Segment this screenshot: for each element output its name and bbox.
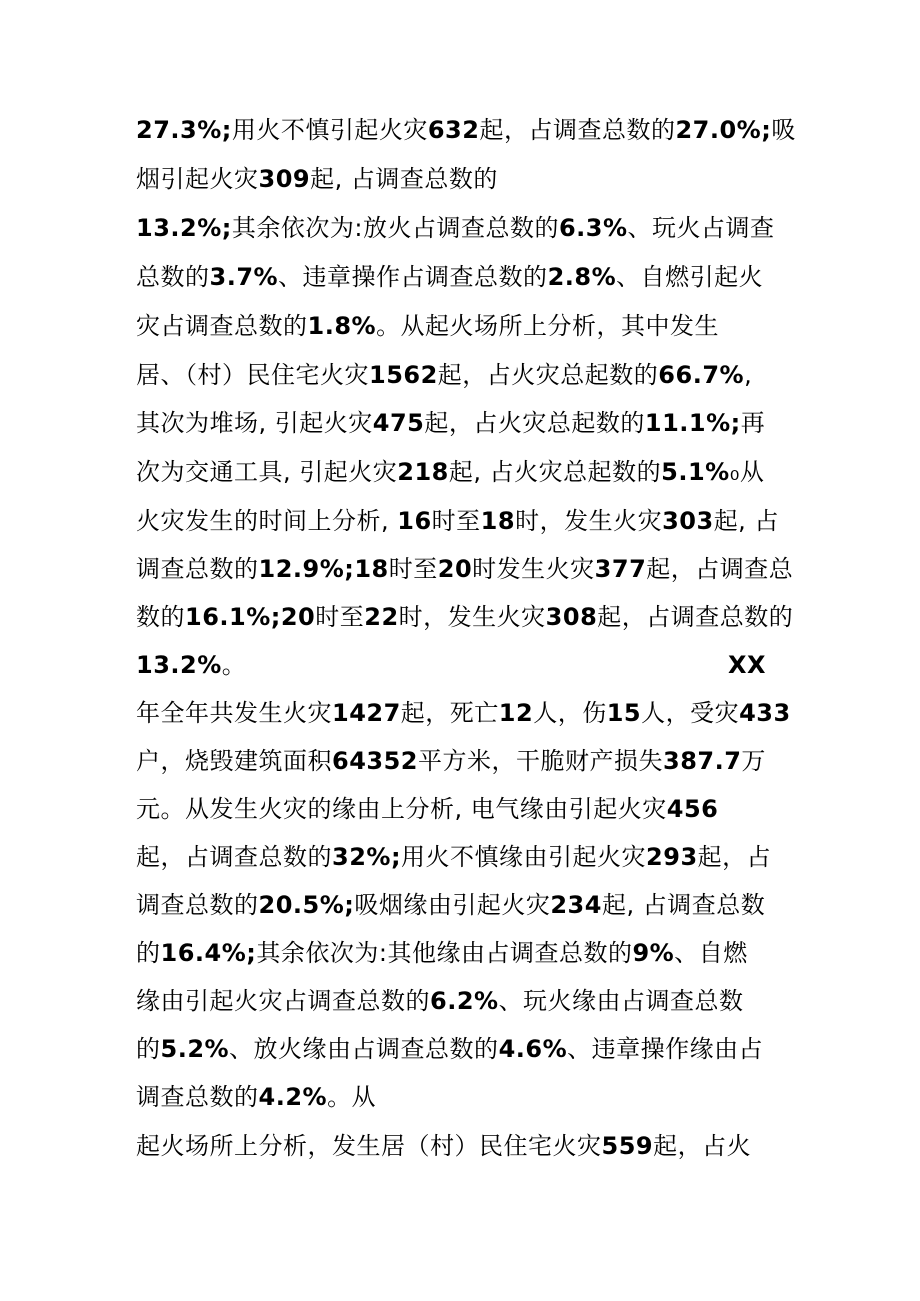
text-line-22: 起火场所上分析，发生居（村）民住宅火灾559起，占火 — [136, 1132, 752, 1160]
text-line-9: 火灾发生的时间上分析, 16时至18时，发生火灾303起, 占 — [136, 507, 779, 535]
text-line-3: 13.2%;其余依次为:放火占调查总数的6.3%、玩火占调查 — [136, 214, 775, 242]
text-line-6: 居、（村）民住宅火灾1562起，占火灾总起数的66.7%, — [136, 361, 753, 389]
text-line-16: 起，占调查总数的32%;用火不慎缘由引起火灾293起，占 — [136, 843, 772, 871]
year-placeholder-xx: XX — [727, 651, 766, 679]
text-line-10: 调查总数的12.9%;18时至20时发生火灾377起，占调查总 — [136, 555, 794, 583]
text-line-4: 总数的3.7%、违章操作占调查总数的2.8%、自燃引起火 — [136, 263, 764, 291]
text-line-17: 调查总数的20.5%;吸烟缘由引起火灾234起, 占调查总数 — [136, 891, 766, 919]
text-line-7: 其次为堆场, 引起火灾475起，占火灾总起数的11.1%;再 — [136, 409, 766, 437]
text-line-5: 灾占调查总数的1.8%。从起火场所上分析，其中发生 — [136, 312, 720, 340]
text-line-18: 的16.4%;其余依次为:其他缘由占调查总数的9%、自燃 — [136, 939, 748, 967]
text-line-15: 元。从发生火灾的缘由上分析, 电气缘由引起火灾456 — [136, 795, 719, 823]
text-line-13: 年全年共发生火灾1427起，死亡12人，伤15人，受灾433 — [136, 699, 791, 727]
text-line-19: 缘由引起火灾占调查总数的6.2%、玩火缘由占调查总数 — [136, 987, 744, 1015]
text-line-1: 27.3%;用火不慎引起火灾632起，占调查总数的27.0%;吸 — [136, 116, 796, 144]
text-line-12: 13.2%。 — [136, 651, 247, 679]
text-line-14: 户，烧毁建筑面积64352平方米，干脆财产损失387.7万 — [136, 747, 766, 775]
text-line-2: 烟引起火灾309起, 占调查总数的 — [136, 165, 498, 193]
text-line-11: 数的16.1%;20时至22时，发生火灾308起，占调查总数的 — [136, 603, 794, 631]
text-line-8: 次为交通工具, 引起火灾218起, 占火灾总起数的5.1%₀从 — [136, 458, 765, 486]
text-line-21: 调查总数的4.2%。从 — [136, 1083, 377, 1111]
text-line-20: 的5.2%、放火缘由占调查总数的4.6%、违章操作缘由占 — [136, 1035, 764, 1063]
